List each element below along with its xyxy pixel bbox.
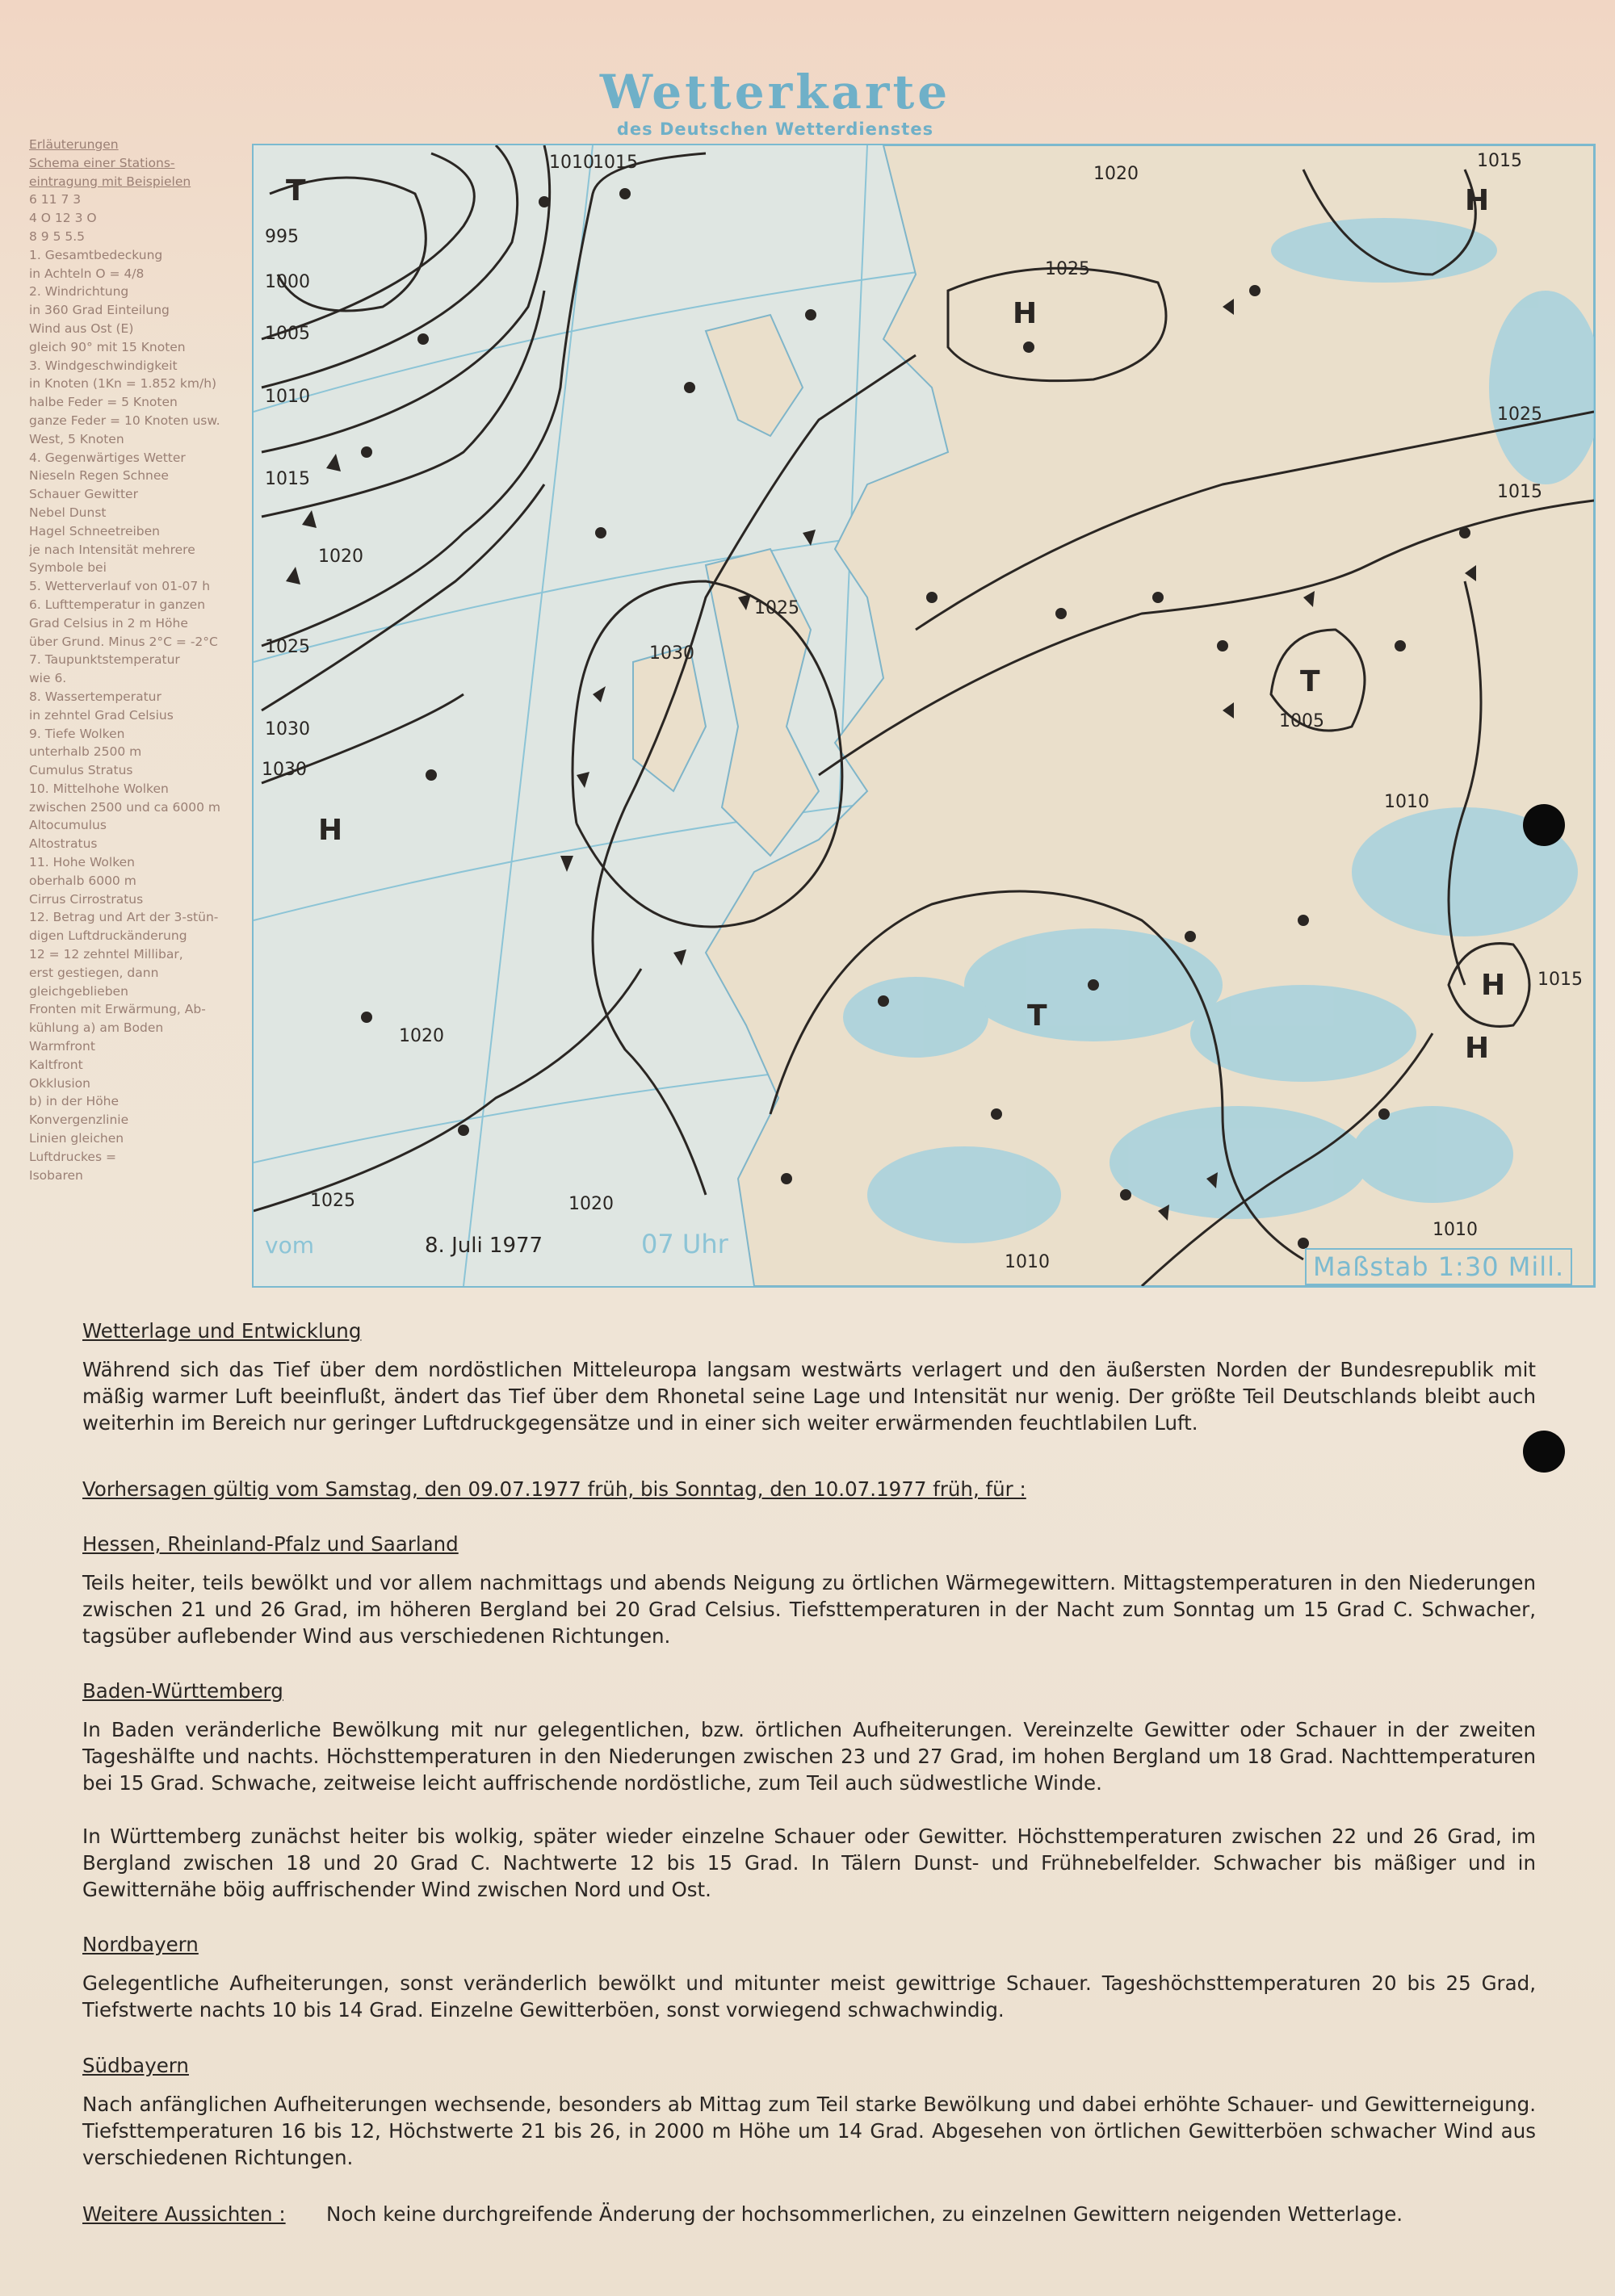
legend-line: 6 11 7 3 [29,192,82,207]
low-center-label: T [1300,665,1320,698]
legend-line: gleich 90° mit 15 Knoten [29,339,186,354]
bw-heading: Baden-Württemberg [82,1679,283,1703]
aussichten-heading [82,2201,325,2227]
legend-line: Okklusion [29,1075,90,1091]
bw-text-1: In Baden veränderliche Bewölkung mit nur gelegentlichen, bzw. örtlichen Aufheiterungen. Vereinzelte Gewitter oder Schauer in der zweiten Tageshälfte und nachts. Höchsttemperaturen in den Niederungen zwischen 23 und 27 Grad, im hohen Bergland um 18 Grad. Nachttemperaturen bei 15 Grad. Schwache, zeitweise leicht auffrischende nordöstliche, zum Teil auch südwestliche Winde. [82,1718,1536,1795]
legend-line: 8. Wassertemperatur [29,689,162,704]
legend-line: in zehntel Grad Celsius [29,707,174,723]
isobar-line [254,969,641,1211]
legend-line: 3. Windgeschwindigkeit [29,358,178,373]
legend-line: 12 = 12 zehntel Millibar, [29,947,183,962]
high-center-label: H [1465,184,1490,217]
legend-line: Isobaren [29,1167,83,1183]
legend-line: Cumulus Stratus [29,763,133,778]
legend-line: 11. Hohe Wolken [29,855,135,870]
nordbayern-text: Gelegentliche Aufheiterungen, sonst veränderlich bewölkt und mitunter meist gewittrige Schauer. Tageshöchsttemperaturen 20 bis 25 Grad, Tiefstwerte nachts 10 bis 14 Grad. Einzelne Gewitterböen, sonst vorwiegend schwachwindig. [82,1971,1536,2022]
nordbayern-heading: Nordbayern [82,1933,199,1956]
legend-line: 7. Taupunktstemperatur [29,652,180,668]
legend-line: b) in der Höhe [29,1094,120,1109]
pressure-label: 1005 [1279,711,1324,731]
legend-line: ganze Feder = 10 Knoten usw. [29,413,220,428]
legend-line: Grad Celsius in 2 m Höhe [29,615,188,631]
vorhersage-heading: Vorhersagen gültig vom Samstag, den 09.07.1977 früh, bis Sonntag, den 10.07.1977 früh, für : [82,1477,1026,1501]
pressure-label: 1010 [1433,1220,1478,1240]
aussichten-text: Noch keine durchgreifende Änderung der hochsommerlichen, zu einzelnen Gewittern neigenden Wetterlage. [326,2202,1403,2226]
main-title: Wetterkarte [599,65,951,119]
high-center-label: H [1481,969,1506,1002]
legend-line: Cirrus Cirrostratus [29,891,144,907]
pressure-label: 1015 [265,469,310,489]
legend-line: Schauer Gewitter [29,487,138,502]
pressure-label: 1025 [1497,404,1542,425]
longitude-line [464,145,593,1286]
legend-line: in Knoten (1Kn = 1.852 km/h) [29,376,217,392]
legend-line: digen Luftdruckänderung [29,928,187,944]
legend-line: 5. Wetterverlauf von 01-07 h [29,579,211,594]
pressure-label: 1015 [1537,970,1583,990]
legend-line: erst gestiegen, dann [29,965,159,980]
wetterlage-heading: Wetterlage und Entwicklung [82,1319,362,1343]
legend-line: Kaltfront [29,1057,83,1072]
legend-line: Nebel Dunst [29,505,107,520]
suedbayern-text: Nach anfänglichen Aufheiterungen wechsende, besonders ab Mittag zum Teil starke Bewölkung und dabei erhöhte Schauer- und Gewitterneigung. Tiefsttemperaturen 16 bis 12, Höchstwerte 21 bis 26, in 2000 m Höhe um 14 Grad. Abgesehen von örtlichen Gewitterböen schwacher Wind aus verschiedenen Richtungen. [82,2093,1536,2169]
pressure-label: 1015 [1477,151,1522,171]
subtitle: des Deutschen Wetterdienstes [616,119,934,139]
wetterlage-text: Während sich das Tief über dem nordöstlichen Mitteleuropa langsam westwärts verlagert und den äußersten Norden der Bundesrepublik mit mäßig warmer Luft beeinflußt, ändert das Tief über dem Rhonetal seine Lage und Intensität nur wenig. Der größte Teil Deutschlands bleibt auch weiterhin im Bereich nur geringer Luftdruckgegensätze und in einer sich weiter erwärmenden feuchtlabilen Luft. [82,1358,1536,1435]
legend-line: wie 6. [29,671,67,686]
legend-line: gleichgeblieben [29,983,128,999]
map-vom-label: vom [265,1232,314,1259]
pressure-label: 1015 [593,153,638,173]
map-time: 07 Uhr [641,1229,728,1259]
legend-panel [29,136,249,1184]
punch-hole [1523,804,1565,846]
suedbayern-heading: Südbayern [82,2054,189,2077]
high-center-label: H [1013,297,1038,330]
legend-line: Linien gleichen [29,1131,124,1146]
legend-line: halbe Feder = 5 Knoten [29,395,178,410]
pressure-label: 1030 [262,760,307,780]
weather-map [252,144,1596,1288]
legend-line: Hagel Schneetreiben [29,523,160,538]
pressure-label: 1025 [754,598,799,618]
legend-line: je nach Intensität mehrere [29,542,195,557]
legend-line: West, 5 Knoten [29,431,124,446]
pressure-label: 1010 [265,387,310,407]
pressure-label: 1030 [265,719,310,739]
legend-line: 6. Lufttemperatur in ganzen [29,597,206,612]
legend-line: Luftdruckes = [29,1149,116,1164]
pressure-label: 1020 [568,1194,614,1214]
pressure-label: 1025 [1045,259,1090,279]
legend-line: 12. Betrag und Art der 3-stün- [29,910,219,925]
pressure-label: 1000 [265,272,310,292]
legend-line: 4. Gegenwärtiges Wetter [29,450,186,465]
legend-line: Warmfront [29,1039,95,1054]
legend-line: Fronten mit Erwärmung, Ab- [29,1002,206,1017]
island-shape [706,315,803,436]
legend-line: Schema einer Stations- [29,155,175,170]
legend-line: 2. Windrichtung [29,284,129,300]
pressure-label: 1020 [318,547,363,567]
title-block [533,65,1017,139]
legend-line: in Achteln O = 4/8 [29,266,145,281]
map-date: 8. Juli 1977 [425,1234,543,1258]
legend-line: zwischen 2500 und ca 6000 m [29,799,221,815]
isobar-line [262,484,544,710]
aussichten-heading-label: Weitere Aussichten : [82,2202,286,2226]
pressure-label: 1015 [1497,482,1542,502]
legend-line: eintragung mit Beispielen [29,174,191,189]
pressure-label: 1020 [1093,164,1139,184]
pressure-label: 1010 [549,153,594,173]
hessen-text: Teils heiter, teils bewölkt und vor allem nachmittags und abends Neigung zu örtlichen Wärmegewittern. Mittagstemperaturen in den Niederungen zwischen 21 und 26 Grad, im höheren Bergland bei 20 Grad Celsius. Tiefsttemperaturen in der Nacht zum Sonntag um 15 Grad C. Schwacher, tagsüber auflebender Wind aus verschiedenen Richtungen. [82,1571,1536,1648]
legend-line: Erläuterungen [29,137,119,152]
legend-line: 4 O 12 3 O [29,211,97,226]
high-center-label: H [1465,1032,1490,1065]
low-center-label: T [1027,999,1047,1033]
legend-line: Altocumulus [29,818,107,833]
legend-line: 1. Gesamtbedeckung [29,247,163,262]
pressure-label: 1030 [649,643,694,664]
pressure-label: 1025 [310,1191,355,1211]
pressure-label: 1025 [265,637,310,657]
punch-hole [1523,1431,1565,1473]
legend-line: Konvergenzlinie [29,1112,129,1128]
british-isles-shape [706,549,819,856]
pressure-label: 1005 [265,324,310,344]
hessen-heading: Hessen, Rheinland-Pfalz und Saarland [82,1532,459,1556]
high-center-label: H [318,814,343,847]
legend-line: Symbole bei [29,560,107,576]
pressure-label: 1020 [399,1026,444,1046]
legend-line: 8 9 5 5.5 [29,228,86,244]
map-scale: Maßstab 1:30 Mill. [1305,1248,1572,1285]
legend-line: Nieseln Regen Schnee [29,468,169,484]
low-center-label: T [286,174,306,207]
map-svg [254,145,1594,1286]
legend-line: 9. Tiefe Wolken [29,726,125,741]
pressure-label: 1010 [1005,1252,1050,1272]
legend-line: Altostratus [29,836,98,852]
pressure-label: 1010 [1384,792,1429,812]
legend-line: kühlung a) am Boden [29,1020,164,1036]
bw-text-2: In Württemberg zunächst heiter bis wolkig, später wieder einzelne Schauer oder Gewitter. Höchsttemperaturen zwischen 22 und 26 Grad, im Bergland zwischen 18 und 20 Grad C. Nachtwerte 12 bis 15 Grad. In Tälern Dunst- und Frühnebelfelder. Schwacher bis mäßiger und in Gewitternähe böig auffrischender Wind zwischen Nord und Ost. [82,1825,1536,1901]
legend-line: oberhalb 6000 m [29,873,136,888]
legend-line: 10. Mittelhohe Wolken [29,781,169,796]
legend-line: in 360 Grad Einteilung [29,303,170,318]
legend-line: unterhalb 2500 m [29,744,142,760]
isobar-line [262,153,706,646]
legend-line: über Grund. Minus 2°C = -2°C [29,634,218,649]
legend-line: Wind aus Ost (E) [29,321,134,336]
pressure-label: 995 [265,227,299,247]
